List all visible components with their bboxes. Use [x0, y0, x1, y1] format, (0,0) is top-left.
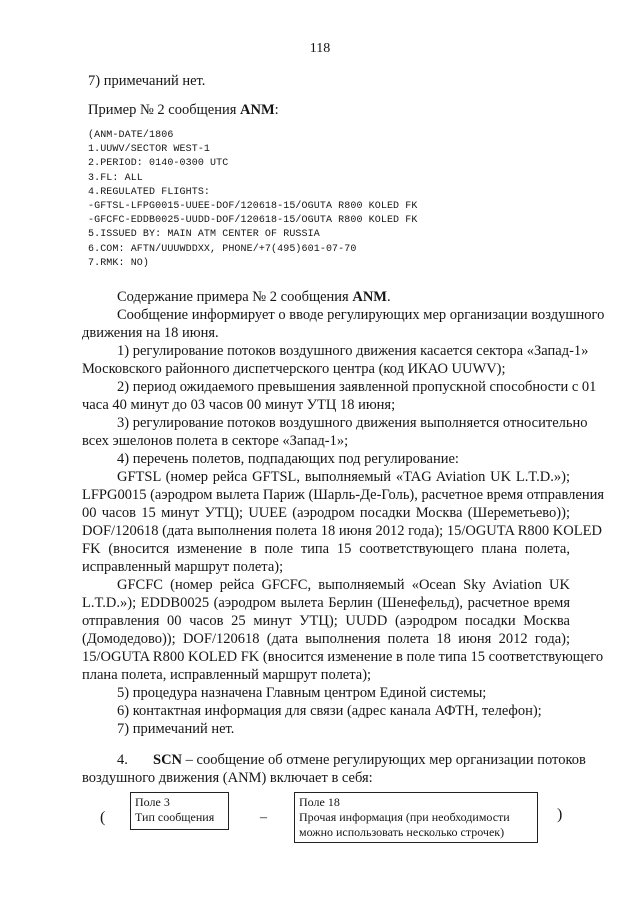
- field-18-description-line-1: Прочая информация (при необходимости: [299, 810, 510, 824]
- text-line: 1) регулирование потоков воздушного движения касается сектора «Запад-1»: [117, 343, 589, 359]
- section-4-number: 4.: [117, 752, 128, 768]
- text-line: 6) контактная информация для связи (адрес канала АФТН, телефон);: [117, 703, 542, 719]
- code-line: 5.ISSUED BY: MAIN ATM CENTER OF RUSSIA: [88, 229, 320, 240]
- section-4-heading: [117, 751, 586, 769]
- text-line: 15/OGUTA R800 KOLED FK (вносится изменение в поле типа 15 соответствующего: [82, 649, 604, 665]
- close-parenthesis: ): [557, 806, 563, 823]
- example-title: Пример № 2 сообщения ANM:: [88, 102, 279, 118]
- text-line: плана полета, исправленный маршрут полета);: [82, 667, 372, 683]
- content-title: Содержание примера № 2 сообщения ANM.: [117, 289, 391, 305]
- text-line: всех эшелонов полета в секторе «Запад-1»;: [82, 433, 349, 449]
- text-line: 7) примечаний нет.: [117, 721, 235, 737]
- page-number: 118: [309, 41, 331, 56]
- code-line: 4.REGULATED FLIGHTS:: [88, 187, 211, 198]
- text-line: L.T.D.»); EDDB0025 (аэродром вылета Берлин (Шенефельд), расчетное время: [82, 595, 570, 611]
- section-4-line-2: воздушного движения (ANM) включает в себя:: [82, 770, 373, 786]
- field-3-description: Тип сообщения: [135, 810, 215, 824]
- text-line: GFCFC (номер рейса GFCFC, выполняемый «Ocean Sky Aviation UK: [117, 577, 570, 593]
- text-line: исправленный маршрут полета);: [82, 559, 284, 575]
- section-4-keyword: SCN: [153, 752, 183, 768]
- text-line: Московского районного диспетчерского центра (код ИКАО UUWV);: [82, 361, 506, 377]
- intro-item-7: 7) примечаний нет.: [88, 73, 206, 89]
- text-line: 5) процедура назначена Главным центром Единой системы;: [117, 685, 487, 701]
- text-line: Сообщение информирует о вводе регулирующих мер организации воздушного: [117, 307, 605, 323]
- code-line: 3.FL: ALL: [88, 173, 143, 184]
- code-line: 1.UUWV/SECTOR WEST-1: [88, 144, 211, 155]
- field-18-box: [294, 792, 538, 843]
- text-line: GFTSL (номер рейса GFTSL, выполняемый «TAG Aviation UK L.T.D.»);: [117, 469, 570, 485]
- code-line: -GFTSL-LFPG0015-UUEE-DOF/120618-15/OGUTA R800 KOLED FK: [88, 201, 418, 212]
- code-line: (ANM-DATE/1806: [88, 130, 174, 141]
- text-line: 4) перечень полетов, подпадающих под регулирование:: [117, 451, 459, 467]
- text-line: DOF/120618 (дата выполнения полета 18 июня 2012 года); 15/OGUTA R800 KOLED: [82, 523, 602, 539]
- text-line: 2) период ожидаемого превышения заявленной пропускной способности с 01: [117, 379, 597, 395]
- text-line: движения на 18 июня.: [82, 325, 219, 341]
- code-line: 2.PERIOD: 0140-0300 UTC: [88, 158, 229, 169]
- field-18-title: Поле 18: [299, 795, 340, 809]
- field-separator-dash: –: [260, 810, 267, 825]
- text-line: FK (вносится изменение в поле типа 15 соответствующего плана полета,: [82, 541, 570, 557]
- text-line: часа 40 минут до 03 часов 00 минут УТЦ 18 июня;: [82, 397, 396, 413]
- text-line: 3) регулирование потоков воздушного движения выполняется относительно: [117, 415, 588, 431]
- text-line: LFPG0015 (аэродром вылета Париж (Шарль-Де-Голь), расчетное время отправления: [82, 487, 605, 503]
- code-line: -GFCFC-EDDB0025-UUDD-DOF/120618-15/OGUTA R800 KOLED FK: [88, 215, 418, 226]
- text-line: 00 часов 15 минут УТЦ); UUEE (аэродром посадки Москва (Шереметьево));: [82, 505, 570, 521]
- code-line: 6.COM: AFTN/UUUWDDXX, PHONE/+7(495)601-07-70: [88, 244, 357, 255]
- code-line: 7.RMK: NO): [88, 258, 150, 269]
- field-3-box: [130, 792, 229, 830]
- field-3-title: Поле 3: [135, 795, 170, 809]
- open-parenthesis: (: [100, 809, 106, 826]
- field-18-description-line-2: можно использовать несколько строчек): [299, 825, 505, 839]
- text-line: (Домодедово)); DOF/120618 (дата выполнения полета 18 июня 2012 года);: [82, 631, 570, 647]
- section-4-heading-rest: – сообщение об отмене регулирующих мер организации потоков: [182, 752, 586, 768]
- text-line: отправления 00 часов 25 минут УТЦ); UUDD (аэродром посадки Москва: [82, 613, 570, 629]
